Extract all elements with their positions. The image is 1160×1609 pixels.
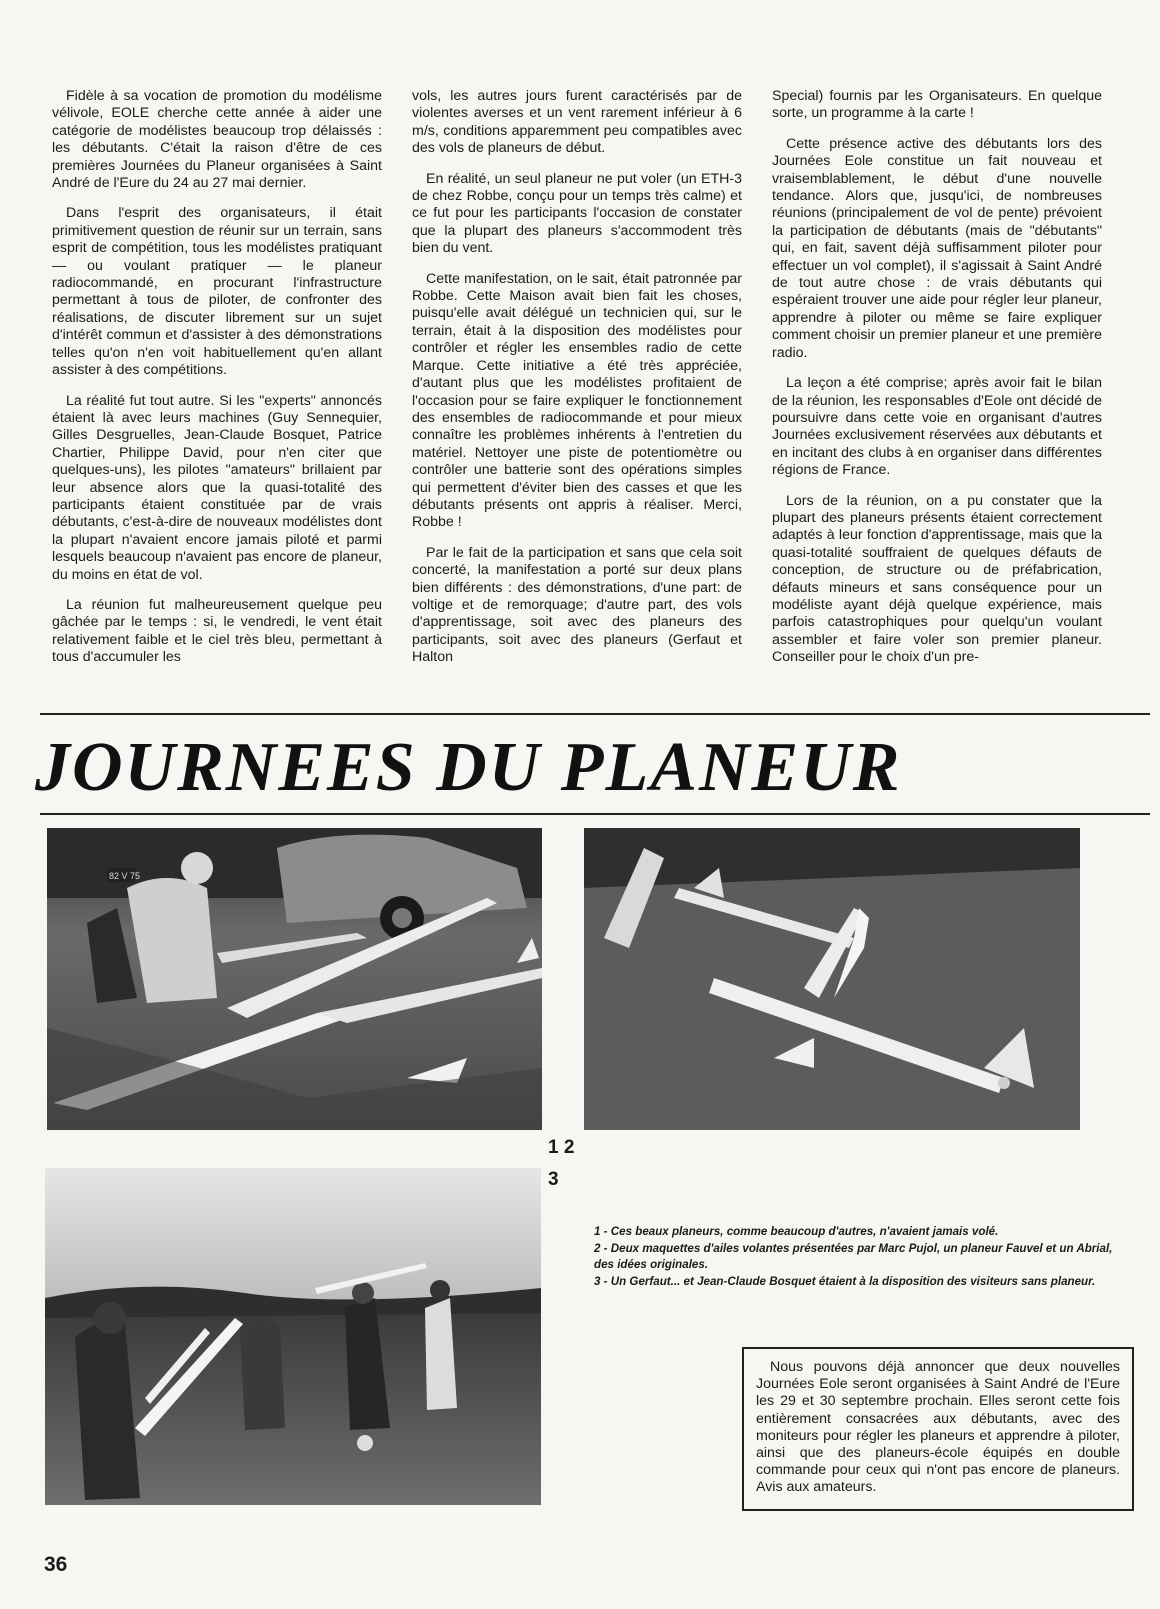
photo-people-in-field [45, 1168, 541, 1505]
photo-flying-wings [584, 828, 1080, 1130]
announcement-box [742, 1347, 1134, 1511]
paragraph: La réunion fut malheureusement quelque peu gâchée par le temps : si, le vendredi, le vent était relativement faible et le ciel très bleu, permettant à tous d'accumuler les [52, 596, 382, 666]
headline: JOURNEES DU PLANEUR [35, 729, 902, 806]
paragraph: Fidèle à sa vocation de promotion du modélisme vélivole, EOLE cherche cette année à aider une catégorie de modélistes beaucoup trop délaissés : les débutants. C'était la raison d'être de ces premières Journées du Planeur organisées à Saint André de l'Eure du 24 au 27 mai dernier. [52, 88, 382, 192]
paragraph: Special) fournis par les Organisateurs. En quelque sorte, un programme à la carte ! [772, 88, 1102, 122]
article-column-3 [772, 88, 1102, 680]
paragraph: Cette manifestation, on le sait, était patronnée par Robbe. Cette Maison avait bien fait les choses, puisqu'elle avait délégué un technicien qui, sur le terrain, était à la disposition des modélistes pour contrôler et régler les ensembles radio de cette Marque. Cette initiative a été très appréciée, d'autant plus que les modélistes profitaient de l'occasion pour se faire expliquer le fonctionnement des ensembles de radiocommande et pour mieux connaître les problèmes inhérents à l'entretien du matériel. Nettoyer une piste de potentiomètre ou contrôler une batterie sont des opérations simples qui permettent d'éviter bien des casses et que les débutants présents ont appris à réaliser. Merci, Robbe ! [412, 270, 742, 531]
caption-2: 2 - Deux maquettes d'ailes volantes présentées par Marc Pujol, un planeur Fauvel et un Abrial, des idées originales. [594, 1242, 1113, 1271]
paragraph: Lors de la réunion, on a pu constater que la plupart des planeurs présents étaient correctement adaptés à leur fonction d'apprentissage, mais que la quasi-totalité souffraient de quelques défauts de conception, de structure ou de préfabrication, défauts mineurs et sans conséquence pour un modéliste ayant déjà quelque expérience, mais parfois catastrophiques pour quelqu'un voulant assembler et faire voler son premier planeur. Conseiller pour le choix d'un pre- [772, 492, 1102, 666]
paragraph: Dans l'esprit des organisateurs, il était primitivement question de réunir sur un terrain, sans esprit de compétition, tous les modélistes pratiquant — ou voulant pratiquer — le planeur radiocommandé, en procurant l'infrastructure permettant à tous de piloter, de confronter des réalisations, de discuter librement sur un sujet d'intérêt commun et d'assister à des démonstrations telles qu'on n'en voit habituellement qu'en allant assister à des compétitions. [52, 205, 382, 379]
caption-1: 1 - Ces beaux planeurs, comme beaucoup d'autres, n'avaient jamais volé. [594, 1225, 999, 1238]
photo-number-3: 3 [548, 1169, 559, 1190]
top-rule [40, 713, 1150, 715]
article-column-2 [412, 88, 742, 680]
caption-3: 3 - Un Gerfaut... et Jean-Claude Bosquet étaient à la disposition des visiteurs sans planeur. [594, 1275, 1096, 1288]
announcement-text: Nous pouvons déjà annoncer que deux nouvelles Journées Eole seront organisées à Saint André de l'Eure les 29 et 30 septembre prochain. Elles seront cette fois entièrement consacrées aux débutants, avec des moniteurs pour régler les planeurs et apprendre à piloter, ainsi que des planeurs-école équipés en double commande pour ceux qui n'ont pas encore de planeurs. Avis aux amateurs. [756, 1359, 1120, 1496]
bottom-rule [40, 813, 1150, 815]
paragraph: La leçon a été comprise; après avoir fait le bilan de la réunion, les responsables d'Eole ont décidé de poursuivre dans cette voie en organisant d'autres Journées exclusivement réservées aux débutants et en incitant des clubs à en organiser dans différentes régions de France. [772, 375, 1102, 479]
page-number: 36 [44, 1553, 68, 1576]
paragraph: Par le fait de la participation et sans que cela soit concerté, la manifestation a porté sur deux plans bien différents : des démonstrations, d'une part: de voltige et de remorquage; d'autre part, des vols d'apprentissage, soit avec des planeurs des participants, soit avec des planeurs (Gerfaut et Halton [412, 544, 742, 666]
car-plate: 82 V 75 [109, 871, 141, 881]
photo-captions [594, 1224, 1114, 1291]
photo-gliders-on-grass [47, 828, 542, 1130]
photo-number-1-2: 1 2 [548, 1137, 575, 1158]
paragraph: Cette présence active des débutants lors des Journées Eole constitue un fait nouveau et vraisemblablement, le début d'une nouvelle tendance. Alors que, jusqu'ici, de nombreuses réunions (principalement de vol de pente) prévoient la participation de débutants (mais de "débutants" qui, en fait, savent déjà suffisamment piloter pour effectuer un vol complet), il s'agissait à Saint André de tout autre chose : de vrais débutants qui espéraient trouver une aide pour régler leur planeur, apprendre à piloter ou même se faire expliquer comment choisir un premier planeur et une première radio. [772, 135, 1102, 361]
article-column-1 [52, 88, 382, 680]
paragraph: vols, les autres jours furent caractérisés par de violentes averses et un vent rarement inférieur à 6 m/s, conditions apparemment peu compatibles avec des vols de planeurs de début. [412, 88, 742, 157]
paragraph: La réalité fut tout autre. Si les "experts" annoncés étaient là avec leurs machines (Guy Sennequier, Gilles Desgruelles, Jean-Claude Bosquet, Patrice Chartier, Philippe David, pour n'en citer que quelques-uns), les pilotes "amateurs" brillaient par leur absence alors que la quasi-totalité des participants étaient constituée par de vrais débutants, c'est-à-dire de nouveaux modélistes dont la plupart n'avaient encore jamais piloté et parmi lesquels beaucoup n'avaient pas encore de planeur, du moins en état de vol. [52, 392, 382, 583]
paragraph: En réalité, un seul planeur ne put voler (un ETH-3 de chez Robbe, conçu pour un temps très calme) et ce fut pour les participants l'occasion de constater que la plupart des planeurs s'accommodent très bien du vent. [412, 170, 742, 257]
